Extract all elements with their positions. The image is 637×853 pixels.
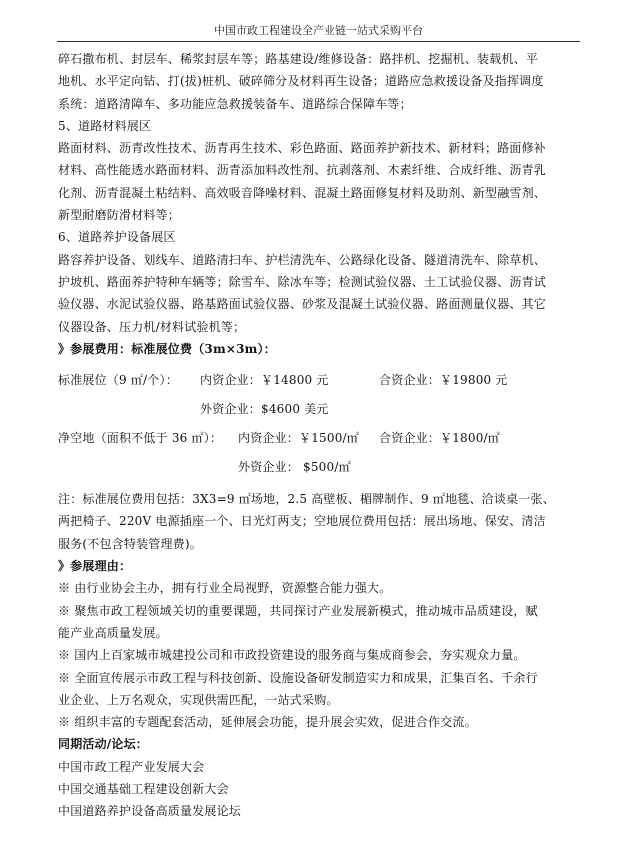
header-divider	[57, 41, 580, 42]
maintenance-line: 验仪器、水泥试验仪器、路基路面试验仪器、砂浆及混凝土试验仪器、路面测量仪器、其它	[58, 297, 547, 312]
reason-item: 能产业高质量发展。	[58, 625, 168, 640]
event-item: 中国交通基础工程建设创新大会	[58, 782, 229, 797]
raw-space-foreign-price: 外资企业： $500/㎡	[238, 460, 351, 475]
exhibits-intro-line: 系统：道路清障车、多功能应急救援装备车、道路综合保障车等；	[58, 96, 412, 111]
materials-line: 材料、高性能透水路面材料、沥青添加料改性剂、抗剥落剂、木素纤维、合成纤维、沥青乳	[58, 163, 547, 178]
event-item: 中国市政工程产业发展大会	[58, 759, 205, 774]
reasons-heading: 》参展理由：	[58, 559, 132, 574]
raw-space-jv-price: 合资企业：￥1800/㎡	[379, 431, 500, 446]
reason-item: 业企业、上万名观众，实现供需匹配，一站式采购。	[58, 692, 339, 707]
section-title-maintenance: 6、道路养护设备展区	[58, 230, 176, 245]
exhibits-intro-line: 地机、水平定向钻、打(拔)桩机、破碎筛分及材料再生设备；道路应急救援设备及指挥调度	[58, 74, 544, 89]
standard-booth-label: 标准展位（9 ㎡/个）：	[58, 373, 178, 388]
event-item: 中国道路养护设备高质量发展论坛	[58, 804, 242, 819]
materials-line: 化剂、沥青混凝土粘结料、高效吸音降噪材料、混凝土路面修复材料及助剂、新型融雪剂、	[58, 185, 547, 200]
maintenance-line: 仪器设备、压力机/材料试验机等；	[58, 319, 246, 334]
raw-space-foreign-row	[58, 453, 578, 482]
standard-booth-foreign-row	[58, 395, 578, 424]
fee-note-line: 注：标准展位费用包括：3X3=9 ㎡场地，2.5 高壁板、楣牌制作、9 ㎡地毯、洽谈桌一张、	[58, 492, 555, 507]
fee-notes	[58, 488, 578, 555]
standard-booth-foreign-price: 外资企业：$4600 美元	[200, 402, 329, 417]
fee-note-line: 服务(不包含特装管理费)。	[58, 536, 202, 551]
raw-space-row	[58, 424, 578, 453]
exhibits-intro-line: 碎石撒布机、封层车、稀浆封层车等；路基建设/维修设备：路拌机、挖掘机、装载机、平	[58, 52, 539, 66]
standard-booth-domestic-price: 内资企业：￥14800 元	[200, 373, 329, 388]
reason-item: ※ 聚焦市政工程领域关切的重要课题，共同探讨产业发展新模式，推动城市品质建设，赋	[58, 603, 538, 618]
events-heading: 同期活动/论坛：	[58, 737, 148, 752]
page-header-title: 中国市政工程建设全产业链一站式采购平台	[214, 24, 423, 37]
maintenance-line: 护坡机、路面养护特种车辆等；除雪车、除冰车等；检测试验仪器、土工试验仪器、沥青试	[58, 274, 547, 289]
raw-space-label: 净空地（面积不低于 36 ㎡）：	[58, 431, 223, 446]
reason-item: ※ 国内上百家城市城建投公司和市政投资建设的服务商与集成商参会，夯实观众力量。	[58, 648, 526, 663]
reason-item: ※ 组织丰富的专题配套活动，延伸展会功能，提升展会实效，促进合作交流。	[58, 715, 477, 730]
reason-item: ※ 由行业协会主办，拥有行业全局视野，资源整合能力强大。	[58, 581, 392, 596]
raw-space-domestic-price: 内资企业：￥1500/㎡	[238, 431, 359, 446]
section-title-materials: 5、道路材料展区	[58, 118, 152, 133]
materials-line: 新型耐磨防滑材料等；	[58, 208, 181, 223]
maintenance-line: 路容养护设备、划线车、道路清扫车、护栏清洗车、公路绿化设备、隧道清洗车、除草机、	[58, 252, 547, 267]
standard-booth-row	[58, 366, 578, 395]
fee-note-line: 两把椅子、220V 电源插座一个、日光灯两支；空地展位费用包括：展出场地、保安、清洁	[58, 514, 546, 529]
materials-line: 路面材料、沥青改性技术、沥青再生技术、彩色路面、路面养护新技术、新材料；路面修补	[58, 141, 547, 156]
fees-heading: 》参展费用：标准展位费（3m×3m）：	[58, 341, 276, 356]
standard-booth-jv-price: 合资企业：￥19800 元	[379, 373, 508, 388]
document-body	[58, 48, 578, 823]
reason-item: ※ 全面宣传展示市政工程与科技创新、设施设备研发制造实力和成果，汇集百名、千余行	[58, 670, 538, 685]
